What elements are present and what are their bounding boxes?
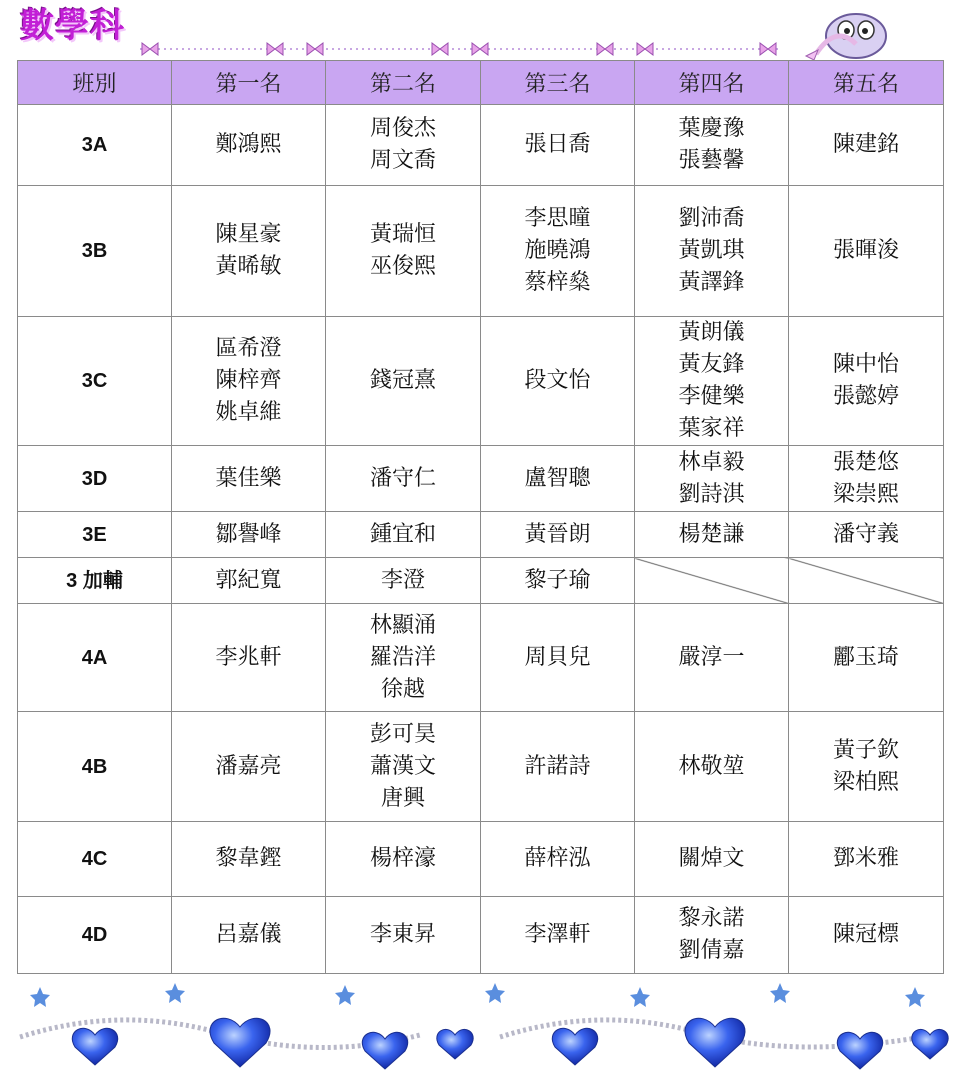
- rank-cell: [481, 317, 635, 446]
- student-name: 陳梓齊: [215, 368, 282, 393]
- student-name: 陳建銘: [832, 132, 899, 157]
- rank-cell: [789, 604, 944, 712]
- rank-cell: [172, 822, 326, 897]
- blue-heart-border-decoration: [0, 975, 960, 1089]
- rank-cell: [635, 897, 789, 974]
- student-name: 區希澄: [215, 336, 282, 361]
- table-row: [18, 712, 944, 822]
- student-name: 黃晉朗: [524, 521, 591, 547]
- student-name: 薛梓泓: [524, 846, 591, 871]
- rank-cell: [326, 446, 481, 512]
- rank-cell: [172, 105, 326, 186]
- student-name: 蔡梓燊: [524, 270, 591, 295]
- student-name: 張暉浚: [832, 238, 899, 263]
- student-name: 黃瑞恒: [369, 222, 436, 247]
- rank-cell: [172, 512, 326, 558]
- rank-cell: [789, 446, 944, 512]
- student-name: 李健樂: [678, 384, 745, 409]
- rank-cell: [635, 446, 789, 512]
- rank-cell: [789, 712, 944, 822]
- student-name: 楊楚謙: [678, 521, 745, 547]
- column-header: 第四名: [635, 61, 789, 105]
- student-name: 鄒譽峰: [215, 521, 282, 547]
- student-name: 鍾宜和: [369, 521, 436, 547]
- student-name: 黃朗儀: [678, 320, 745, 345]
- rank-cell: [635, 712, 789, 822]
- student-name: 黃凱琪: [678, 238, 745, 263]
- rank-cell: [481, 822, 635, 897]
- student-name: 陳冠標: [832, 922, 899, 947]
- student-name: 黃子欽: [832, 737, 899, 763]
- student-name: 黎永諾: [678, 906, 745, 931]
- rank-cell: [635, 186, 789, 317]
- student-name: 蕭漢文: [369, 753, 436, 779]
- column-header: 班別: [18, 61, 172, 105]
- rank-cell: [172, 317, 326, 446]
- class-cell: 3E: [18, 512, 172, 558]
- student-name: 黃晞敏: [215, 254, 282, 279]
- rank-cell: [172, 712, 326, 822]
- student-name: 唐興: [380, 785, 425, 811]
- student-name: 李思曈: [524, 206, 591, 231]
- student-name: 羅浩洋: [369, 644, 436, 670]
- rank-cell: [481, 105, 635, 186]
- rank-cell: [789, 186, 944, 317]
- student-name: 巫俊熙: [369, 254, 436, 279]
- table-row: [18, 512, 944, 558]
- student-name: 嚴淳一: [678, 644, 745, 670]
- student-name: 李東昇: [369, 922, 436, 947]
- student-name: 徐越: [380, 676, 425, 702]
- student-name: 李澤軒: [524, 922, 591, 947]
- student-name: 鄭鴻熙: [215, 132, 282, 157]
- class-cell: 3D: [18, 446, 172, 512]
- class-cell: 3C: [18, 317, 172, 446]
- student-name: 潘守仁: [369, 465, 436, 491]
- student-name: 施曉鴻: [524, 238, 591, 263]
- bow-ribbon-decoration: [140, 40, 780, 58]
- student-name: 陳中怡: [832, 352, 899, 377]
- rank-cell: [326, 105, 481, 186]
- class-cell: 4D: [18, 897, 172, 974]
- table-row: [18, 822, 944, 897]
- ranking-table: [17, 60, 944, 974]
- student-name: 郭紀寬: [215, 567, 282, 593]
- student-name: 張懿婷: [832, 384, 899, 409]
- student-name: 段文怡: [524, 368, 591, 393]
- cartoon-mascot-decoration: [786, 4, 896, 60]
- table-row: [18, 897, 944, 974]
- rank-cell: [635, 512, 789, 558]
- rank-cell: [481, 897, 635, 974]
- student-name: 李澄: [380, 567, 425, 593]
- student-name: 潘守義: [832, 521, 899, 547]
- table-row: [18, 446, 944, 512]
- rank-cell: [635, 558, 789, 604]
- rank-cell: [481, 604, 635, 712]
- rank-cell: [481, 512, 635, 558]
- page-title: 數學科: [20, 6, 125, 46]
- header-row: [18, 61, 944, 105]
- student-name: 梁柏熙: [832, 769, 899, 795]
- table-row: [18, 604, 944, 712]
- rank-cell: [326, 558, 481, 604]
- student-name: 葉佳樂: [215, 465, 282, 491]
- column-header: 第三名: [481, 61, 635, 105]
- rank-cell: [635, 822, 789, 897]
- student-name: 劉詩淇: [678, 481, 745, 507]
- student-name: 許諾詩: [524, 753, 591, 779]
- column-header: 第五名: [789, 61, 944, 105]
- rank-cell: [789, 897, 944, 974]
- rank-cell: [326, 317, 481, 446]
- rank-cell: [789, 105, 944, 186]
- rank-cell: [326, 822, 481, 897]
- column-header: 第二名: [326, 61, 481, 105]
- table-row: [18, 317, 944, 446]
- rank-cell: [172, 604, 326, 712]
- student-name: 楊梓濠: [369, 846, 436, 871]
- rank-cell: [635, 105, 789, 186]
- student-name: 張楚悠: [832, 449, 899, 475]
- student-name: 周俊杰: [369, 116, 436, 141]
- rank-cell: [789, 317, 944, 446]
- student-name: 黃譯鋒: [678, 270, 745, 295]
- rank-cell: [172, 558, 326, 604]
- class-cell: 4A: [18, 604, 172, 712]
- rank-cell: [789, 822, 944, 897]
- student-name: 呂嘉儀: [215, 922, 282, 947]
- rank-cell: [326, 897, 481, 974]
- student-name: 張藝馨: [678, 148, 745, 173]
- student-name: 關焯文: [678, 846, 745, 871]
- rank-cell: [481, 446, 635, 512]
- rank-cell: [789, 558, 944, 604]
- rank-cell: [172, 897, 326, 974]
- rank-cell: [172, 446, 326, 512]
- rank-cell: [481, 186, 635, 317]
- rank-cell: [635, 604, 789, 712]
- student-name: 陳星豪: [215, 222, 282, 247]
- table-row: [18, 558, 944, 604]
- student-name: 周貝兒: [524, 644, 591, 670]
- rank-cell: [326, 512, 481, 558]
- table-row: [18, 186, 944, 317]
- student-name: 鄧米雅: [832, 846, 899, 871]
- student-name: 林卓毅: [678, 449, 745, 475]
- student-name: 姚卓維: [215, 400, 282, 425]
- student-name: 黎子瑜: [524, 567, 591, 593]
- rank-cell: [326, 186, 481, 317]
- student-name: 彭可昊: [369, 721, 436, 747]
- student-name: 張日喬: [524, 132, 591, 157]
- student-name: 黎韋鏗: [215, 846, 282, 871]
- student-name: 潘嘉亮: [215, 753, 282, 779]
- rank-cell: [635, 317, 789, 446]
- rank-cell: [326, 712, 481, 822]
- student-name: 周文喬: [369, 148, 436, 173]
- student-name: 葉慶豫: [678, 116, 745, 141]
- student-name: 黃友鋒: [678, 352, 745, 377]
- rank-cell: [789, 512, 944, 558]
- rank-cell: [326, 604, 481, 712]
- student-name: 劉倩嘉: [678, 938, 745, 963]
- student-name: 盧智聰: [524, 465, 591, 491]
- rank-cell: [481, 558, 635, 604]
- class-cell: 3A: [18, 105, 172, 186]
- table-row: [18, 105, 944, 186]
- student-name: 錢冠熹: [369, 368, 436, 393]
- rank-cell: [172, 186, 326, 317]
- student-name: 劉沛喬: [678, 206, 745, 231]
- student-name: 葉家祥: [678, 416, 745, 441]
- student-name: 酈玉琦: [832, 644, 899, 670]
- student-name: 林顯涌: [369, 612, 436, 638]
- class-cell: 3B: [18, 186, 172, 317]
- student-name: 林敬堃: [678, 753, 745, 779]
- class-cell: 3 加輔: [18, 558, 172, 604]
- student-name: 梁崇熙: [832, 481, 899, 507]
- column-header: 第一名: [172, 61, 326, 105]
- class-cell: 4C: [18, 822, 172, 897]
- student-name: 李兆軒: [215, 644, 282, 670]
- rank-cell: [481, 712, 635, 822]
- class-cell: 4B: [18, 712, 172, 822]
